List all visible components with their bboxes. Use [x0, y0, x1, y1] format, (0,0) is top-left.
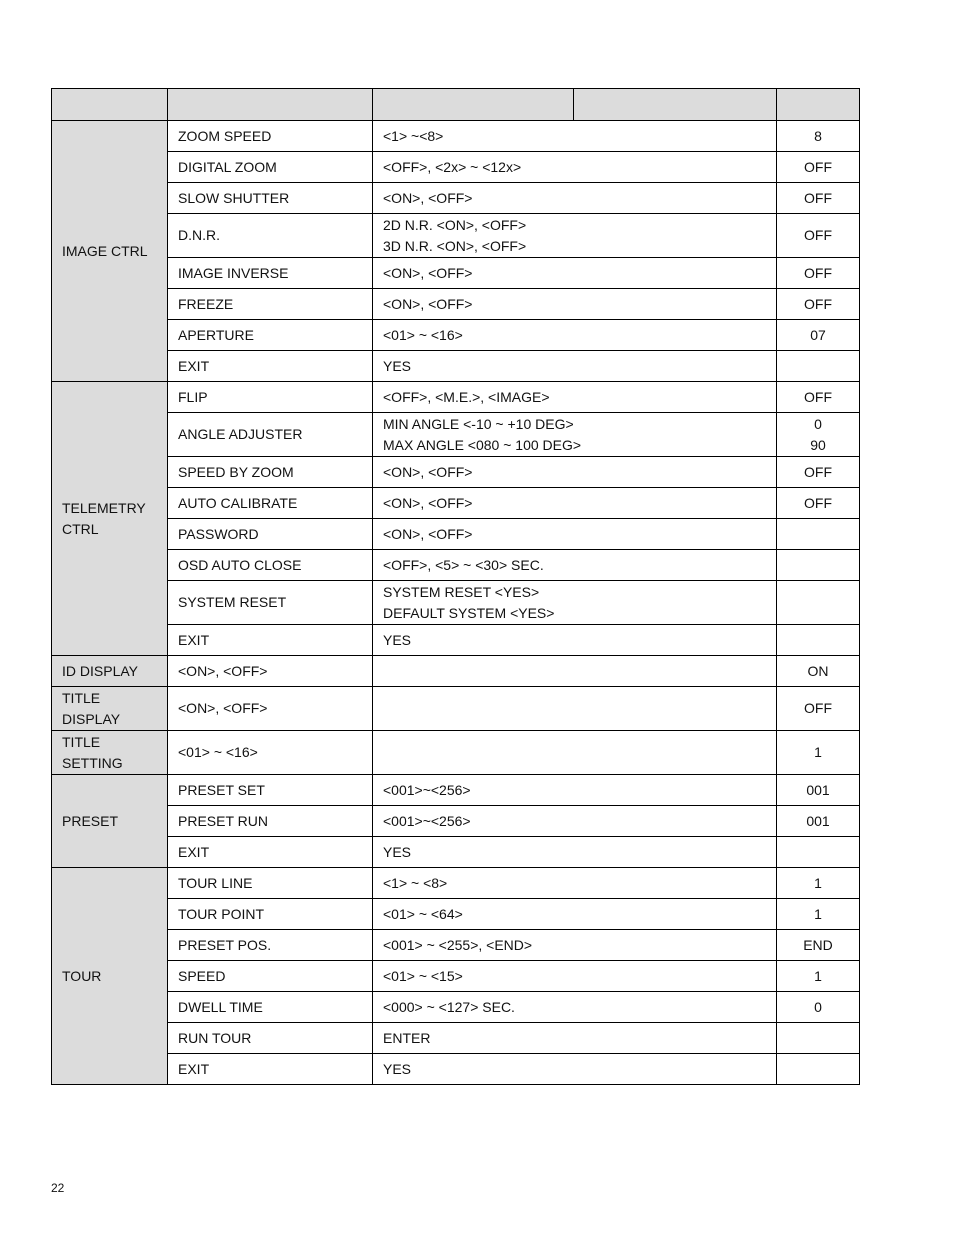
header-cell-extra	[574, 89, 777, 121]
setting-cell-line: <1> ~<8>	[383, 127, 444, 144]
page-number: 22	[51, 1181, 65, 1195]
setting-cell	[373, 488, 777, 519]
default-cell	[777, 121, 860, 152]
default-cell-line: 1	[814, 905, 822, 922]
default-cell-line: 1	[814, 874, 822, 891]
setting-cell	[373, 121, 777, 152]
header-cell-item	[168, 89, 373, 121]
setting-cell-line: <000> ~ <127> SEC.	[383, 998, 515, 1015]
setting-cell	[373, 806, 777, 837]
setting-cell-line: <OFF>, <M.E.>, <IMAGE>	[383, 388, 550, 405]
item-cell: EXIT	[168, 625, 373, 656]
osd-menu-table-body	[52, 89, 860, 1085]
item-cell: TOUR LINE	[168, 868, 373, 899]
item-cell: EXIT	[168, 351, 373, 382]
item-cell: SPEED BY ZOOM	[168, 457, 373, 488]
setting-cell	[373, 258, 777, 289]
group-label: TITLE DISPLAY	[52, 687, 168, 731]
setting-cell: <ON>, <OFF>	[168, 687, 373, 731]
default-cell	[777, 214, 860, 258]
table-row	[52, 687, 860, 731]
default-cell-line: 001	[806, 781, 830, 798]
item-cell: FLIP	[168, 382, 373, 413]
table-row	[52, 488, 860, 519]
table-row	[52, 961, 860, 992]
empty-cell	[373, 656, 777, 687]
setting-cell-line: YES	[383, 1060, 412, 1077]
table-row	[52, 992, 860, 1023]
setting-cell-line: 2D N.R. <ON>, <OFF>	[383, 216, 527, 233]
table-row	[52, 775, 860, 806]
setting-cell	[373, 581, 777, 625]
default-cell	[777, 625, 860, 656]
default-cell-line: OFF	[804, 463, 832, 480]
table-row	[52, 806, 860, 837]
setting-cell	[373, 289, 777, 320]
default-cell	[777, 868, 860, 899]
default-cell	[777, 183, 860, 214]
setting-cell-line: <ON>, <OFF>	[383, 525, 473, 542]
default-cell	[777, 550, 860, 581]
table-row	[52, 837, 860, 868]
default-cell	[777, 258, 860, 289]
setting-cell	[373, 930, 777, 961]
item-cell: OSD AUTO CLOSE	[168, 550, 373, 581]
setting-cell	[373, 413, 777, 457]
item-cell: PRESET SET	[168, 775, 373, 806]
setting-cell-line: <ON>, <OFF>	[383, 463, 473, 480]
default-cell	[777, 488, 860, 519]
table-row	[52, 457, 860, 488]
table-row	[52, 152, 860, 183]
default-cell-line: OFF	[804, 158, 832, 175]
table-row	[52, 581, 860, 625]
table-row	[52, 550, 860, 581]
setting-cell	[373, 775, 777, 806]
default-cell	[777, 1054, 860, 1085]
setting-cell-line: MIN ANGLE <-10 ~ +10 DEG>	[383, 415, 574, 432]
table-row	[52, 183, 860, 214]
setting-cell-line: <001>~<256>	[383, 781, 471, 798]
default-cell-line: 8	[814, 127, 822, 144]
default-cell-line: OFF	[804, 388, 832, 405]
setting-cell-line: <01> ~ <15>	[383, 967, 463, 984]
setting-cell	[373, 214, 777, 258]
default-cell-line: END	[803, 936, 833, 953]
default-cell	[777, 775, 860, 806]
default-cell	[777, 837, 860, 868]
header-cell-default	[777, 89, 860, 121]
default-cell	[777, 930, 860, 961]
default-cell	[777, 961, 860, 992]
table-row	[52, 214, 860, 258]
setting-cell	[373, 961, 777, 992]
default-cell	[777, 581, 860, 625]
setting-cell-line: <OFF>, <2x> ~ <12x>	[383, 158, 522, 175]
empty-cell	[373, 731, 777, 775]
setting-cell	[373, 550, 777, 581]
default-cell	[777, 289, 860, 320]
default-cell	[777, 1023, 860, 1054]
setting-cell-line: <ON>, <OFF>	[383, 189, 473, 206]
item-cell: ANGLE ADJUSTER	[168, 413, 373, 457]
table-row	[52, 625, 860, 656]
setting-cell-line: <ON>, <OFF>	[383, 494, 473, 511]
setting-cell	[373, 992, 777, 1023]
setting-cell	[373, 899, 777, 930]
setting-cell-line: SYSTEM RESET <YES>	[383, 583, 540, 600]
default-cell	[777, 382, 860, 413]
table-row	[52, 656, 860, 687]
setting-cell-line: ENTER	[383, 1029, 431, 1046]
setting-cell	[373, 837, 777, 868]
table-row	[52, 258, 860, 289]
default-cell	[777, 899, 860, 930]
table-row	[52, 413, 860, 457]
table-row	[52, 382, 860, 413]
default-cell	[777, 457, 860, 488]
item-cell: SYSTEM RESET	[168, 581, 373, 625]
setting-cell-line: YES	[383, 843, 412, 860]
item-cell: DWELL TIME	[168, 992, 373, 1023]
item-cell: AUTO CALIBRATE	[168, 488, 373, 519]
setting-cell-line: <ON>, <OFF>	[383, 264, 473, 281]
default-cell	[777, 806, 860, 837]
default-cell-line: 90	[810, 436, 826, 453]
item-cell: APERTURE	[168, 320, 373, 351]
item-cell: IMAGE INVERSE	[168, 258, 373, 289]
table-row	[52, 731, 860, 775]
table-row	[52, 930, 860, 961]
setting-cell	[373, 1054, 777, 1085]
setting-cell: <01> ~ <16>	[168, 731, 373, 775]
header-cell-menu	[52, 89, 168, 121]
item-cell: TOUR POINT	[168, 899, 373, 930]
setting-cell-line: 3D N.R. <ON>, <OFF>	[383, 237, 527, 254]
table-row	[52, 289, 860, 320]
item-cell: FREEZE	[168, 289, 373, 320]
default-cell	[777, 992, 860, 1023]
setting-cell-line: YES	[383, 631, 412, 648]
default-cell-line: 001	[806, 812, 830, 829]
default-cell	[777, 351, 860, 382]
setting-cell-line: <OFF>, <5> ~ <30> SEC.	[383, 556, 544, 573]
item-cell: PRESET POS.	[168, 930, 373, 961]
default-cell-line: 1	[814, 967, 822, 984]
table-row	[52, 320, 860, 351]
setting-cell-line: <001> ~ <255>, <END>	[383, 936, 533, 953]
group-label: TITLE SETTING	[52, 731, 168, 775]
default-cell-line: OFF	[804, 264, 832, 281]
setting-cell	[373, 625, 777, 656]
setting-cell	[373, 1023, 777, 1054]
setting-cell	[373, 868, 777, 899]
setting-cell	[373, 519, 777, 550]
default-cell	[777, 152, 860, 183]
default-cell: 1	[777, 731, 860, 775]
item-cell: ZOOM SPEED	[168, 121, 373, 152]
default-cell-line: OFF	[804, 494, 832, 511]
setting-cell	[373, 382, 777, 413]
default-cell-line: 07	[810, 326, 826, 343]
group-label: PRESET	[52, 775, 168, 868]
default-cell: ON	[777, 656, 860, 687]
item-cell: SPEED	[168, 961, 373, 992]
default-cell	[777, 413, 860, 457]
default-cell-line: OFF	[804, 189, 832, 206]
table-row	[52, 519, 860, 550]
table-row	[52, 1054, 860, 1085]
item-cell: EXIT	[168, 837, 373, 868]
item-cell: EXIT	[168, 1054, 373, 1085]
item-cell: D.N.R.	[168, 214, 373, 258]
setting-cell	[373, 183, 777, 214]
table-row	[52, 868, 860, 899]
setting-cell-line: YES	[383, 357, 412, 374]
group-label: IMAGE CTRL	[52, 121, 168, 382]
setting-cell-line: MAX ANGLE <080 ~ 100 DEG>	[383, 436, 582, 453]
setting-cell-line: <01> ~ <64>	[383, 905, 463, 922]
setting-cell	[373, 320, 777, 351]
group-label: ID DISPLAY	[52, 656, 168, 687]
setting-cell-line: <1> ~ <8>	[383, 874, 448, 891]
default-cell-line: OFF	[804, 227, 832, 243]
item-cell: RUN TOUR	[168, 1023, 373, 1054]
table-row	[52, 351, 860, 382]
item-cell: DIGITAL ZOOM	[168, 152, 373, 183]
default-cell-line: OFF	[804, 295, 832, 312]
table-header-row	[52, 89, 860, 121]
default-cell-line: 0	[814, 998, 822, 1015]
setting-cell	[373, 152, 777, 183]
setting-cell: <ON>, <OFF>	[168, 656, 373, 687]
group-label: TOUR	[52, 868, 168, 1085]
setting-cell-line: <ON>, <OFF>	[383, 295, 473, 312]
osd-menu-table	[51, 88, 860, 1085]
table-row	[52, 899, 860, 930]
group-label: TELEMETRY CTRL	[52, 382, 168, 656]
default-cell: OFF	[777, 687, 860, 731]
item-cell: PASSWORD	[168, 519, 373, 550]
setting-cell-line: DEFAULT SYSTEM <YES>	[383, 604, 555, 621]
setting-cell	[373, 457, 777, 488]
header-cell-setting	[373, 89, 574, 121]
item-cell: PRESET RUN	[168, 806, 373, 837]
setting-cell-line: <01> ~ <16>	[383, 326, 463, 343]
setting-cell	[373, 351, 777, 382]
default-cell	[777, 320, 860, 351]
table-row	[52, 121, 860, 152]
setting-cell-line: <001>~<256>	[383, 812, 471, 829]
table-row	[52, 1023, 860, 1054]
default-cell	[777, 519, 860, 550]
item-cell: SLOW SHUTTER	[168, 183, 373, 214]
empty-cell	[373, 687, 777, 731]
default-cell-line: 0	[814, 415, 822, 432]
